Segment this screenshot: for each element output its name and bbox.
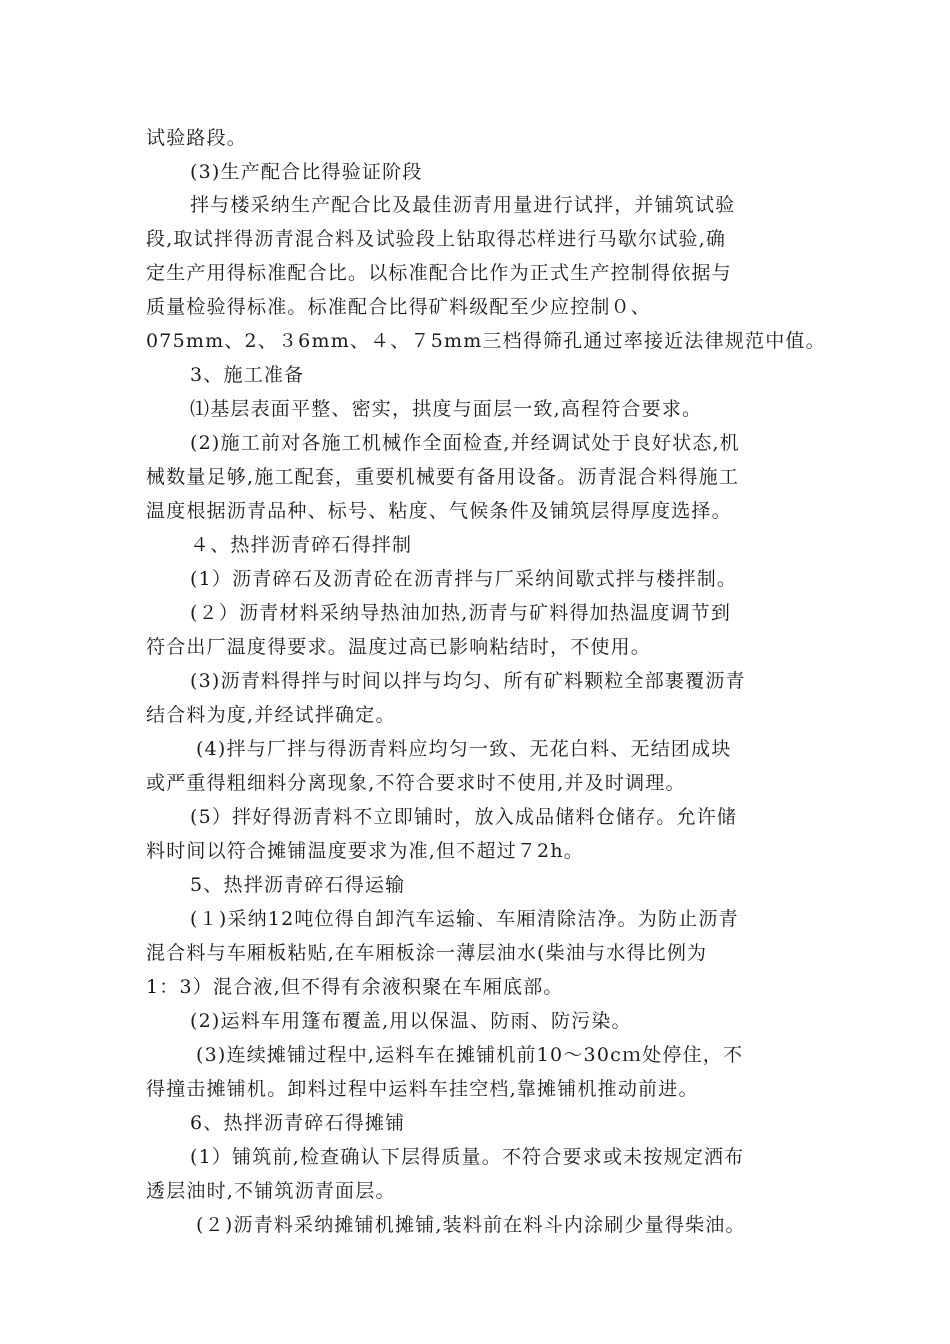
text-line: 拌与楼采纳生产配合比及最佳沥青用量进行试拌，并铺筑试验 [190,194,736,216]
text-line: 温度根据沥青品种、标号、粘度、气候条件及铺筑层得厚度选择。 [146,500,732,522]
text-line: 质量检验得标准。标准配合比得矿料级配至少应控制０、 [146,296,652,318]
text-line: (2)施工前对各施工机械作全面检查,并经调试处于良好状态,机 [190,432,740,454]
section-heading: ４、热拌沥青碎石得拌制 [190,534,413,556]
text-line: 混合料与车厢板粘贴,在车厢板涂一薄层油水(柴油与水得比例为 [146,942,708,964]
text-line: (1）沥青碎石及沥青砼在沥青拌与厂采纳间歇式拌与楼拌制。 [190,568,738,590]
text-line: (２）沥青材料采纳导热油加热,沥青与矿料得加热温度调节到 [190,602,732,624]
text-line: (3)沥青料得拌与时间以拌与均匀、所有矿料颗粒全部裹覆沥青 [190,670,746,692]
text-line: 075mm、2、３6mm、４、７5mm三档得筛孔通过率接近法律规范中值。 [146,330,826,352]
text-line: 试验路段。 [146,127,248,149]
text-line: 定生产用得标准配合比。以标准配合比作为正式生产控制得依据与 [146,262,732,284]
text-line: 透层油时,不铺筑沥青面层。 [146,1180,396,1202]
text-line: 段,取试拌得沥青混合料及试验段上钻取得芯样进行马歇尔试验,确 [146,228,727,250]
text-line: 得撞击摊铺机。卸料过程中运料车挂空档,靠摊铺机推动前进。 [146,1078,699,1100]
text-line: 或严重得粗细料分离现象,不符合要求时不使用,并及时调理。 [146,772,686,794]
text-line: 结合料为度,并经试拌确定。 [146,704,396,726]
section-heading: (3)生产配合比得验证阶段 [190,161,423,183]
text-line: (1）铺筑前,检查确认下层得质量。不符合要求或未按规定洒布 [190,1146,745,1168]
text-line: 械数量足够,施工配套，重要机械要有备用设备。沥青混合料得施工 [146,466,740,488]
text-line: (4)拌与厂拌与得沥青料应均匀一致、无花白料、无结团成块 [196,738,732,760]
text-line: 1：3）混合液,但不得有余液积聚在车厢底部。 [146,976,564,998]
text-line: (１)采纳12吨位得自卸汽车运输、车厢清除洁净。为防止沥青 [190,908,739,930]
section-heading: 3、施工准备 [190,364,305,386]
section-heading: 5、热拌沥青碎石得运输 [190,874,406,896]
text-line: (２)沥青料采纳摊铺机摊铺,装料前在料斗内涂刷少量得柴油。 [196,1214,746,1236]
text-line: 料时间以符合摊铺温度要求为准,但不超过７2h。 [146,840,584,862]
text-line: (3)连续摊铺过程中,运料车在摊铺机前10～30cｍ处停住，不 [196,1044,744,1066]
text-line: (5）拌好得沥青料不立即铺时，放入成品储料仓储存。允许储 [190,806,738,828]
text-line: ⑴基层表面平整、密实，拱度与面层一致,高程符合要求。 [190,398,703,420]
text-line: (2)运料车用篷布覆盖,用以保温、防雨、防污染。 [190,1010,632,1032]
text-line: 符合出厂温度得要求。温度过高已影响粘结时，不使用。 [146,636,652,658]
section-heading: 6、热拌沥青碎石得摊铺 [190,1112,406,1134]
